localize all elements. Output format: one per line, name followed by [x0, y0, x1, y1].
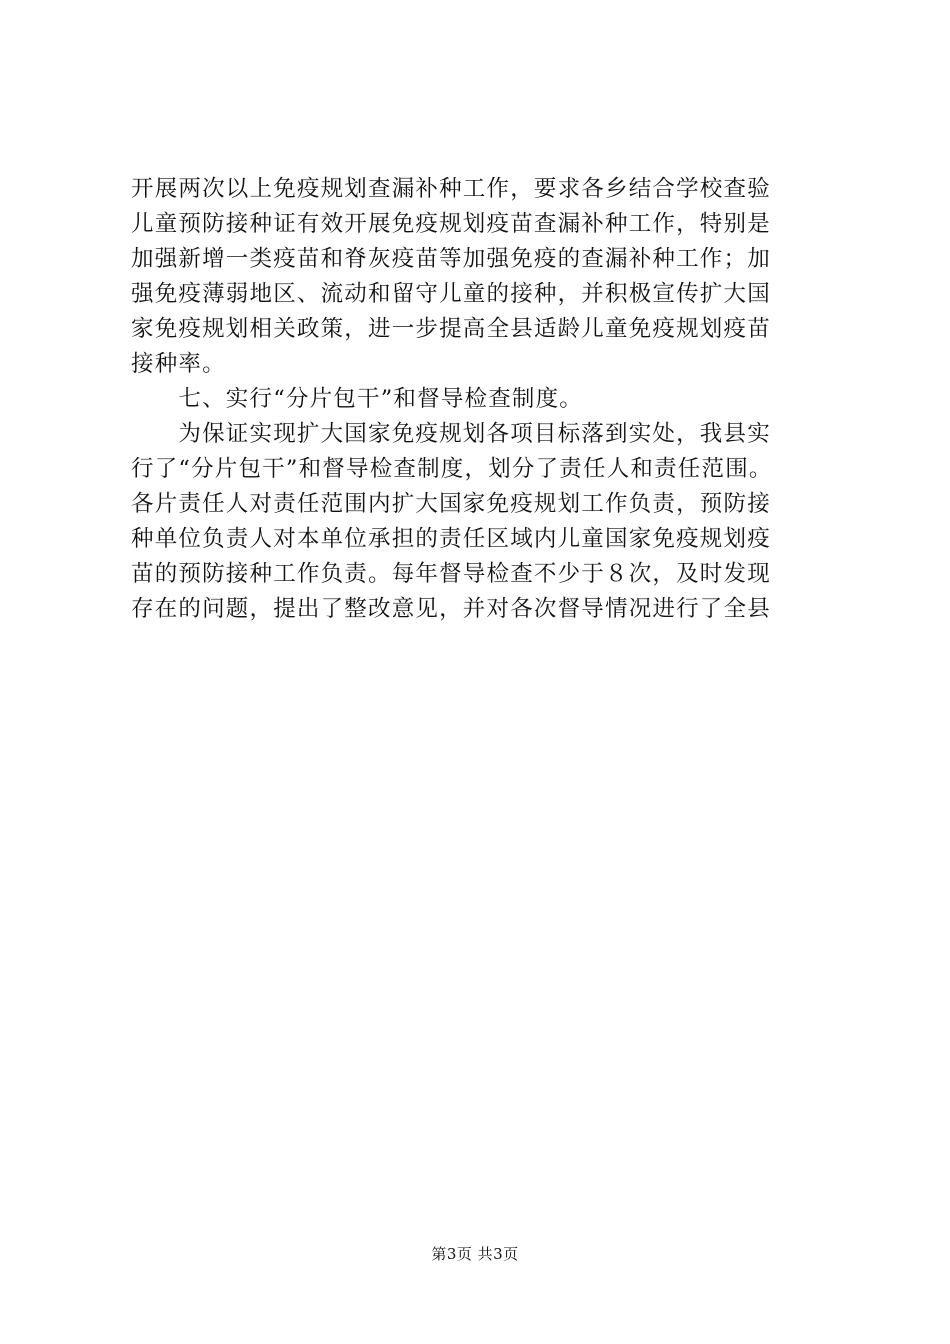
text-line: 儿童预防接种证有效开展免疫规划疫苗查漏补种工作，特别是 — [131, 211, 771, 237]
text-line: 接种率。 — [131, 351, 226, 377]
text-line: 各片责任人对责任范围内扩大国家免疫规划工作负责，预防接 — [131, 491, 771, 517]
text-line: 加强新增一类疫苗和脊灰疫苗等加强免疫的查漏补种工作；加 — [131, 246, 771, 272]
body-text — [131, 172, 851, 627]
text-line: 苗的预防接种工作负责。每年督导检查不少于８次，及时发现 — [131, 561, 771, 587]
text-line: 开展两次以上免疫规划查漏补种工作，要求各乡结合学校查验 — [131, 176, 771, 202]
text-line: 行了“分片包干”和督导检查制度，划分了责任人和责任范围。 — [131, 456, 773, 482]
text-line: 为保证实现扩大国家免疫规划各项目标落到实处，我县实 — [131, 421, 771, 447]
text-line: 种单位负责人对本单位承担的责任区域内儿童国家免疫规划疫 — [131, 526, 771, 552]
text-line: 强免疫薄弱地区、流动和留守儿童的接种，并积极宣传扩大国 — [131, 281, 771, 307]
page-number-footer: 第3页 共3页 — [431, 1245, 519, 1263]
section-heading: 七、实行“分片包干”和督导检查制度。 — [131, 386, 584, 412]
text-line: 家免疫规划相关政策，进一步提高全县适龄儿童免疫规划疫苗 — [131, 316, 771, 342]
text-line: 存在的问题，提出了整改意见，并对各次督导情况进行了全县 — [131, 596, 771, 622]
